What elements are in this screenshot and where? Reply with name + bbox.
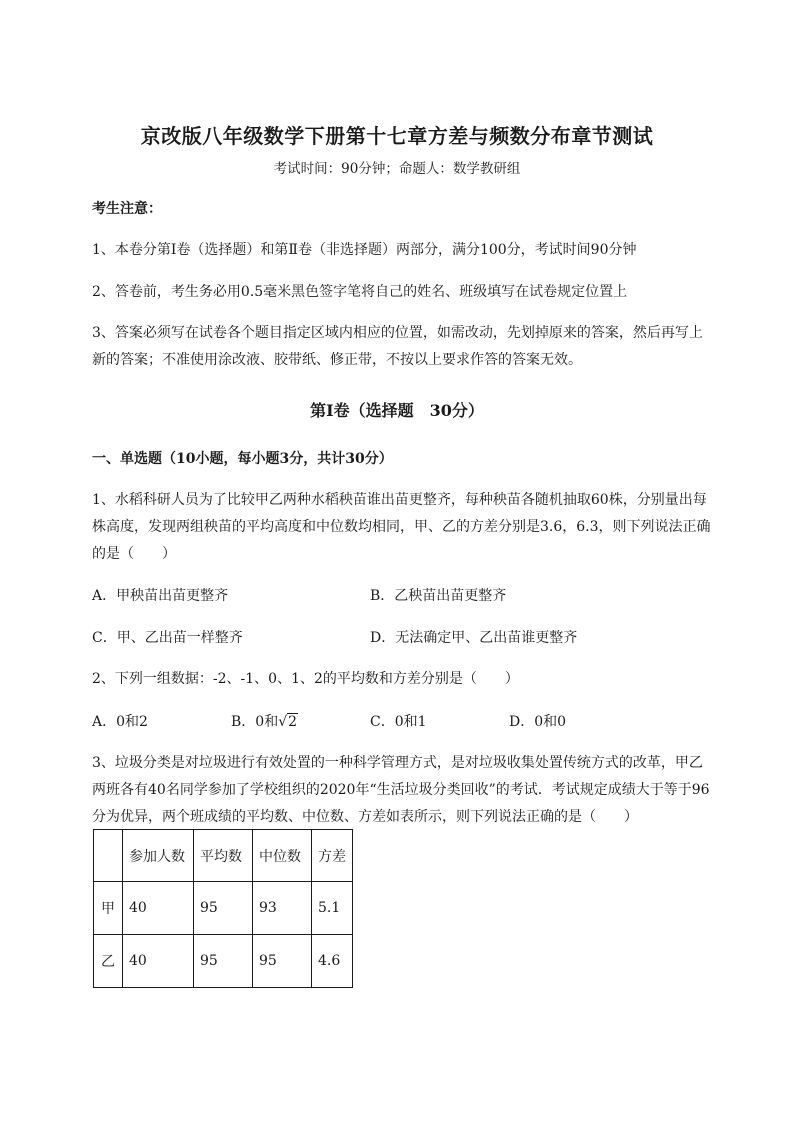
table-cell: 4.6: [312, 935, 353, 988]
table-header-cell: 方差: [312, 830, 353, 882]
table-header-cell: [94, 830, 123, 882]
table-cell: 95: [253, 935, 312, 988]
table-cell: 95: [194, 882, 253, 935]
question-2-option-a[interactable]: A．0和2: [92, 714, 148, 730]
table-cell: 40: [123, 935, 194, 988]
question-2-option-d[interactable]: D．0和0: [509, 714, 567, 730]
question-1-option-d[interactable]: D．无法确定甲、乙出苗谁更整齐: [370, 630, 578, 646]
table-cell: 40: [123, 882, 194, 935]
section-heading: 一、单选题（10小题，每小题3分，共计30分）: [92, 451, 393, 467]
notice-item-3: 3、答案必须写在试卷各个题目指定区域内相应的位置，如需改动，先划掉原来的答案，然后再写上新的答案；不准使用涂改液、胶带纸、修正带，不按以上要求作答的答案无效。: [92, 325, 703, 368]
table-header-cell: 参加人数: [123, 830, 194, 882]
question-2-option-b[interactable]: [231, 711, 298, 731]
table-cell: 甲: [94, 882, 123, 935]
sqrt-symbol: √2: [278, 714, 298, 730]
question-1-option-a[interactable]: A．甲秧苗出苗更整齐: [92, 588, 229, 604]
exam-subtitle: 考试时间：90分钟；命题人：数学教研组: [273, 161, 521, 177]
question-1-stem: 1、水稻科研人员为了比较甲乙两种水稻秧苗谁出苗更整齐，每种秧苗各随机抽取60株，分别量出每株高度，发现两组秧苗的平均高度和中位数均相同，甲、乙的方差分别是3.6，6.3，则下列说法正确的是（ ）: [92, 492, 711, 562]
table-header-cell: 平均数: [194, 830, 253, 882]
question-3-stem: 3、垃圾分类是对垃圾进行有效处置的一种科学管理方式，是对垃圾收集处置传统方式的改革，甲乙两班各有40名同学参加了学校组织的2020年“生活垃圾分类回收”的考试．考试规定成绩大于等于96分为优异，两个班成绩的平均数、中位数、方差如表所示，则下列说法正确的是（ ）: [92, 755, 710, 825]
table-row: [94, 935, 353, 988]
question-2-option-c[interactable]: C．0和1: [370, 714, 427, 730]
notice-item-2: 2、答卷前，考生务必用0.5毫米黑色签字笔将自己的姓名、班级填写在试卷规定位置上: [92, 284, 628, 300]
part1-title: 第I卷（选择题 30分）: [310, 401, 484, 420]
table-cell: 5.1: [312, 882, 353, 935]
question-1-option-b[interactable]: B．乙秧苗出苗更整齐: [370, 588, 507, 604]
notice-item-1: 1、本卷分第I卷（选择题）和第Ⅱ卷（非选择题）两部分，满分100分，考试时间90分钟: [92, 242, 637, 258]
sqrt-radicand: 2: [288, 714, 298, 730]
table-row: [94, 882, 353, 935]
notice-heading: 考生注意：: [92, 201, 162, 217]
exam-title: 京改版八年级数学下册第十七章方差与频数分布章节测试: [140, 124, 654, 148]
table-cell: 95: [194, 935, 253, 988]
table-header-row: [94, 830, 353, 882]
question-2-stem: 2、下列一组数据：-2、-1、0、1、2的平均数和方差分别是（ ）: [92, 671, 519, 687]
table-header-cell: 中位数: [253, 830, 312, 882]
question-2-option-b-prefix: B．0和: [231, 714, 279, 730]
score-table: [93, 829, 353, 988]
question-1-option-c[interactable]: C．甲、乙出苗一样整齐: [92, 630, 243, 646]
table-cell: 乙: [94, 935, 123, 988]
table-cell: 93: [253, 882, 312, 935]
